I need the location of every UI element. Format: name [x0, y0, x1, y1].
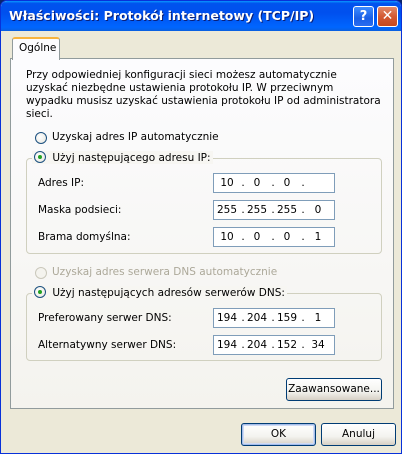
octet-dot: .	[241, 177, 245, 189]
octet: 0	[314, 204, 322, 216]
octet-dot: .	[271, 339, 275, 351]
tab-general-label: Ogólne	[19, 42, 57, 54]
ip-auto-label[interactable]: Uzyskaj adres IP automatycznie	[52, 131, 219, 143]
preferred-dns-label: Preferowany serwer DNS:	[38, 312, 172, 324]
ip-address-label: Adres IP:	[38, 177, 84, 189]
octet: 194	[216, 339, 238, 351]
help-icon[interactable]: ?	[353, 6, 374, 27]
window-title: Właściwości: Protokół internetowy (TCP/IP)	[9, 8, 315, 23]
octet: 10	[220, 231, 234, 243]
octet: 152	[276, 339, 298, 351]
subnet-mask-label: Maska podsieci:	[38, 204, 122, 216]
octet-dot: .	[271, 177, 275, 189]
octet: 194	[216, 312, 238, 324]
octet-dot: .	[271, 231, 275, 243]
octet-dot: .	[271, 312, 275, 324]
tab-general[interactable]	[12, 37, 60, 60]
octet-dot: .	[301, 339, 305, 351]
dns-manual-label[interactable]: Użyj następujących adresów serwerów DNS:	[52, 287, 285, 299]
octet: 10	[220, 177, 234, 189]
octet: 255	[276, 204, 298, 216]
octet: 0	[253, 177, 261, 189]
default-gateway-label: Brama domyślna:	[38, 231, 131, 243]
octet: 255	[246, 204, 268, 216]
octet: 0	[283, 177, 291, 189]
octet-dot: .	[241, 204, 245, 216]
ip-address-field[interactable]	[213, 173, 335, 193]
ip-manual-label[interactable]: Użyj następującego adresu IP:	[52, 152, 211, 164]
octet-dot: .	[301, 231, 305, 243]
octet-dot: .	[301, 204, 305, 216]
octet: 0	[283, 231, 291, 243]
octet-dot: .	[241, 339, 245, 351]
octet-dot: .	[301, 177, 305, 189]
preferred-dns-field[interactable]	[213, 308, 335, 328]
octet: 204	[246, 312, 268, 324]
octet: 159	[276, 312, 298, 324]
octet-dot: .	[271, 204, 275, 216]
octet-dot: .	[301, 312, 305, 324]
title-bar[interactable]	[1, 1, 401, 31]
close-icon[interactable]: ✕	[377, 6, 398, 27]
tab-panel	[10, 58, 394, 409]
subnet-mask-field[interactable]	[213, 200, 335, 220]
octet: 0	[253, 231, 261, 243]
alternate-dns-field[interactable]	[213, 335, 335, 355]
octet: 204	[246, 339, 268, 351]
octet: 1	[314, 312, 322, 324]
dns-manual-radio[interactable]	[34, 286, 46, 298]
octet-dot: .	[241, 312, 245, 324]
default-gateway-field[interactable]	[213, 227, 335, 247]
octet: 1	[314, 231, 322, 243]
dns-manual-legend	[32, 286, 287, 299]
alternate-dns-label: Alternatywny serwer DNS:	[38, 339, 177, 351]
octet-dot: .	[241, 231, 245, 243]
ip-manual-radio[interactable]	[34, 151, 46, 163]
advanced-button[interactable]: Zaawansowane...	[286, 378, 382, 401]
ip-auto-radio[interactable]	[35, 132, 47, 144]
octet: 34	[311, 339, 325, 351]
ip-manual-legend	[32, 151, 213, 164]
cancel-button[interactable]: Anuluj	[321, 423, 396, 446]
octet: 255	[216, 204, 238, 216]
ok-button[interactable]: OK	[241, 423, 316, 446]
intro-text: Przy odpowiedniej konfiguracji sieci możesz automatycznie uzyskać niezbędne ustawienia protokołu IP. W przeciwnym wypadku musisz uzyskać ustawienia protokołu IP od administratora sieci.	[26, 69, 381, 120]
dns-auto-radio[interactable]	[35, 267, 47, 279]
dns-auto-label[interactable]: Uzyskaj adres serwera DNS automatycznie	[52, 266, 278, 278]
